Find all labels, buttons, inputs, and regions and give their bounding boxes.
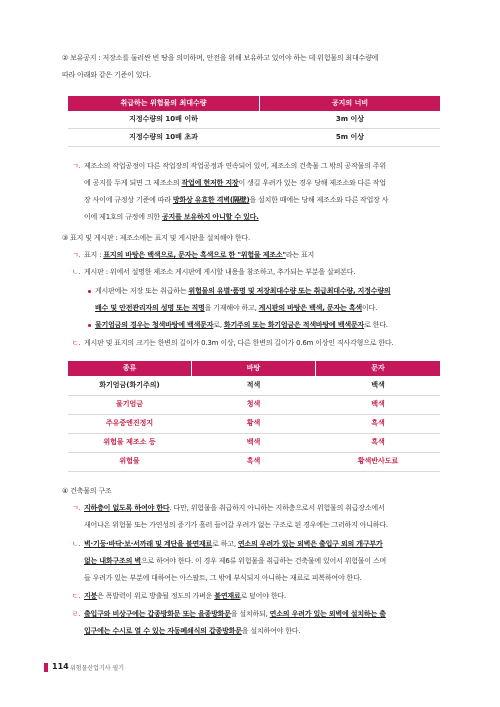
roof-line: 지붕은 폭발력이 위로 방출될 정도의 가벼운 불연재료로 덮어야 한다. bbox=[84, 592, 286, 600]
basement-line1: 지하층이 없도록 하여야 한다. 다만, 위험물을 취급하지 아니하는 지하층으로서 위험물의 취급장소에서 bbox=[84, 504, 385, 512]
sign-table-header-bg: 바탕 bbox=[192, 361, 315, 376]
section3-heading: ③ 표지 및 게시판 : 제조소에는 표지 및 게시판을 설치해야 한다. bbox=[62, 234, 250, 242]
table-cell: 물기엄금 bbox=[115, 400, 144, 408]
table-cell: 백색 bbox=[246, 438, 261, 446]
footer-accent-bar bbox=[44, 663, 48, 672]
page-number: 114 bbox=[52, 662, 69, 671]
note-line4: 이에 제1호의 규정에 의한 공지를 보유하지 아니할 수 있다. bbox=[84, 213, 259, 221]
table-cell: 주유중엔진정지 bbox=[105, 419, 154, 427]
table-row-divider bbox=[68, 128, 440, 129]
table-cell: 지정수량의 10배 이하 bbox=[129, 115, 198, 123]
table-cell: 황색반사도료 bbox=[357, 457, 399, 465]
list-marker: ㄷ. bbox=[72, 592, 81, 600]
table-cell: 흑색 bbox=[371, 438, 385, 446]
walls-line3: 들 우려가 있는 부분에 대하여는 아스팔트, 그 밖에 부식되지 아니하는 재료로 피복하여야 한다. bbox=[84, 574, 362, 582]
note-line3: 장 사이에 규정상 기준에 따라 방화상 유효한 격벽(隔壁)을 설치한 때에는 당해 제조소와 다른 작업장 사 bbox=[84, 196, 389, 204]
table-cell: 백색 bbox=[371, 400, 385, 408]
bullet1-line1: 게시판에는 저장 또는 취급하는 위험물의 유별·품명 및 저장최대수량 또는 취급최대수량, 지정수량의 bbox=[95, 287, 391, 295]
sign-table-header-type: 종류 bbox=[68, 361, 191, 376]
list-marker: ㄱ. bbox=[72, 162, 81, 170]
table-cell: 화기엄금(화기주의) bbox=[99, 381, 160, 389]
list-marker: ㄱ. bbox=[72, 504, 81, 512]
note-line1: 제조소의 작업공정이 다른 작업장의 작업공정과 연속되어 있어, 제조소의 건축물 그 밖의 공작물의 주위 bbox=[84, 162, 386, 170]
sign-table-header-text: 문자 bbox=[316, 361, 440, 376]
doors-line2: 입구에는 수시로 열 수 있는 자동폐쇄식의 갑종방화문을 설치하여야 한다. bbox=[84, 627, 301, 635]
section2-intro-line2: 따라 아래와 같은 기준이 있다. bbox=[62, 71, 151, 79]
list-marker: ㄹ. bbox=[72, 610, 81, 618]
table-cell: 위험물 제조소 등 bbox=[103, 438, 156, 446]
table-cell: 적색 bbox=[246, 381, 261, 389]
list-marker: ㄴ. bbox=[72, 268, 81, 276]
sign-item: 표지 : 표지의 바탕은 백색으로, 문자는 흑색으로 한 "위험물 제조소"라는 표지 bbox=[84, 251, 315, 259]
book-title: 위험물산업기사 필기 bbox=[70, 665, 125, 672]
clearance-table-header-width: 공지의 너비 bbox=[260, 96, 440, 111]
list-marker: ㄴ. bbox=[72, 540, 81, 548]
table-row-divider bbox=[68, 414, 440, 415]
note-line2: 에 공지를 두게 되면 그 제조소의 작업에 현저한 지장이 생길 우려가 있는 경우 당해 제조소와 다른 작업 bbox=[84, 179, 386, 187]
list-marker: ㄱ. bbox=[72, 251, 81, 259]
doors-line1: 출입구와 비상구에는 갑종방화문 또는 을종방화문을 설치하되, 연소의 우려가 있는 외벽에 설치하는 출 bbox=[84, 610, 386, 618]
table-row-divider bbox=[68, 433, 440, 434]
basement-line2: 새어나온 위험물 또는 가연성의 증기가 흘러 들어갈 우려가 없는 구조로 된 경우에는 그러하지 아니하다. bbox=[84, 521, 388, 529]
bullet-dot bbox=[88, 324, 91, 327]
table-cell: 청색 bbox=[246, 400, 261, 408]
table-cell: 위험물 bbox=[119, 457, 140, 465]
table-cell: 황색 bbox=[246, 419, 261, 427]
table-row-divider bbox=[68, 395, 440, 396]
board-size-item: 게시판 및 표지의 크기는 한변의 길이가 0.3m 이상, 다른 한변의 길이가 0.6m 이상인 직사각형으로 한다. bbox=[84, 339, 394, 347]
table-cell: 흑색 bbox=[371, 419, 385, 427]
bullet1-line2: 배수 및 안전관리자의 성명 또는 직명을 기재해야 하고, 게시판의 바탕은 백색, 문자는 흑색이다. bbox=[95, 304, 378, 312]
board-item: 게시판 : 위에서 설명한 제조소 게시판에 게시할 내용을 참조하고, 추가되는 부분을 살펴본다. bbox=[84, 268, 356, 276]
table-cell: 흑색 bbox=[246, 457, 261, 465]
table-cell: 3m 이상 bbox=[335, 115, 365, 123]
walls-line1: 벽·기둥·바닥·보·서까래 및 계단을 불연재료로 하고, 연소의 우려가 있는 외벽은 출입구 외의 개구부가 bbox=[84, 540, 383, 548]
table-row-divider bbox=[68, 146, 440, 147]
table-cell: 백색 bbox=[371, 381, 385, 389]
walls-line2: 없는 내화구조의 벽으로 하여야 한다. 이 경우 제6류 위험물을 취급하는 건축물에 있어서 위험물이 스며 bbox=[84, 557, 387, 565]
table-cell: 지정수량의 10배 초과 bbox=[129, 133, 198, 141]
table-row-divider bbox=[68, 471, 440, 472]
section2-intro-line1: ② 보유공지 : 저장소를 둘러싼 빈 땅을 의미하며, 안전을 위해 보유하고 있어야 하는 데 위험물의 최대수량에 bbox=[62, 54, 379, 62]
clearance-table-header-qty: 취급하는 위험물의 최대수량 bbox=[68, 96, 259, 111]
bullet-dot bbox=[88, 290, 91, 293]
table-cell: 5m 이상 bbox=[335, 133, 365, 141]
table-row-divider bbox=[68, 452, 440, 453]
list-marker: ㄷ. bbox=[72, 339, 81, 347]
bullet2-line: 물기엄금의 경우는 청색바탕에 백색문자로, 화기주의 또는 화기엄금은 적색바탕에 백색문자로 한다. bbox=[95, 321, 388, 329]
section4-heading: ④ 건축물의 구조 bbox=[62, 487, 112, 495]
